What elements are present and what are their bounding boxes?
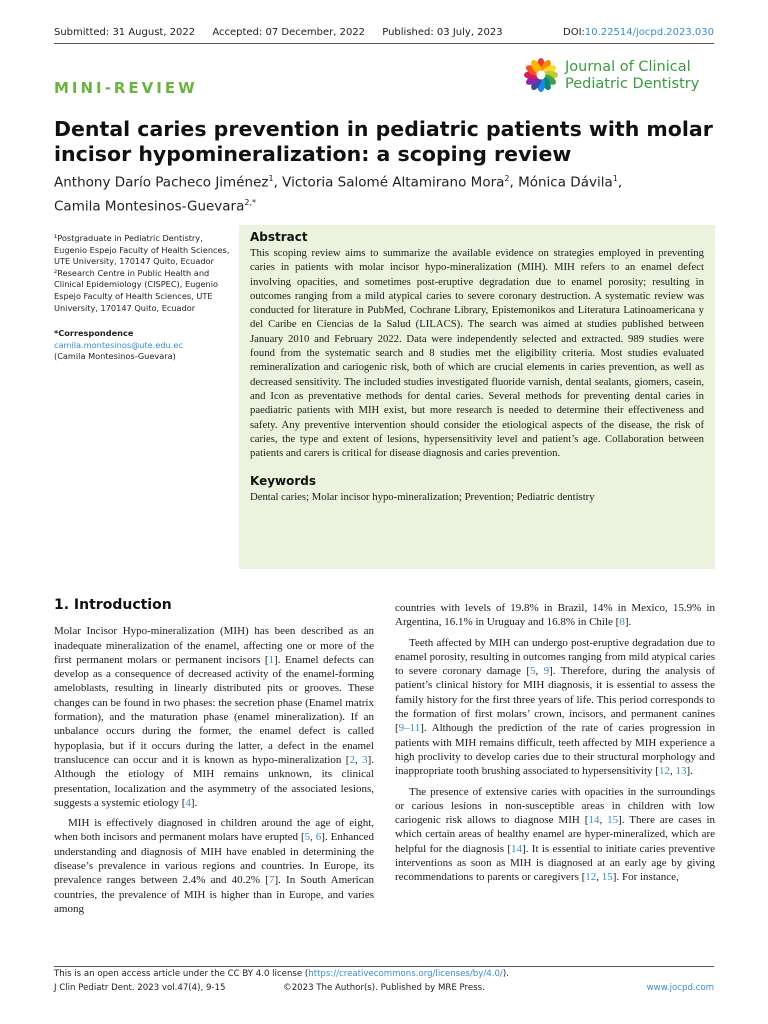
journal-name-line2: Pediatric Dentistry [565,76,700,92]
citation-link[interactable]: 5 [530,665,536,678]
copyright-notice: ©2023 The Author(s). Published by MRE Press. [283,983,485,993]
author-affiliation-mark: 2 [504,174,510,183]
citation-link[interactable]: 13 [675,765,687,778]
doi-link[interactable]: 10.22514/jocpd.2023.030 [584,27,714,38]
journal-logo[interactable] [524,58,724,98]
journal-citation: J Clin Pediatr Dent. 2023 vol.47(4), 9-15 [54,983,226,993]
correspondence-name: (Camila Montesinos-Guevara) [54,351,176,362]
intro-paragraph-2-end: countries with levels of 19.8% in Brazil, 14% in Mexico, 15.9% in Argentina, 16.1% in Uruguay and 16.8% in Chile [8]. [395,602,715,629]
citation-link[interactable]: 6 [315,831,322,844]
author-affiliation-mark: 1 [612,174,618,183]
keywords-heading: Keywords [250,474,317,489]
license-link[interactable]: https://creativecommons.org/licenses/by/4.0/ [308,969,503,979]
citation-link[interactable]: 14 [511,842,523,855]
citation-link[interactable]: 1 [268,653,275,666]
author-separator: , [617,174,623,191]
affiliation-1: ¹Postgraduate in Pediatric Dentistry, Eugenio Espejo Faculty of Health Sciences, UTE University, 170147 Quito, Ecuador [54,233,230,267]
license-prefix: This is an open access article under the CC BY 4.0 license ( [54,969,309,979]
author-name[interactable]: Mónica Dávila [518,174,613,191]
citation-link[interactable]: 7 [268,874,275,887]
body-column-right [395,601,715,891]
affiliations [54,233,230,363]
license-suffix: ). [502,969,509,979]
citation-link[interactable]: 15 [607,814,619,827]
citation-link[interactable]: 9–11 [398,722,421,735]
citation-link[interactable]: 9 [543,665,550,678]
author-separator: , [273,174,283,191]
article-title: Dental caries prevention in pediatric patients with molar incisor hypomineralization: a scoping review [54,117,713,166]
intro-paragraph-1: Molar Incisor Hypo-mineralization (MIH) has been described as an inadequate mineralization of the enamel, affecting one or more of the first permanent molars or permanent incisors [1]. Enamel defects can develop as a consequence of decreased activity of the enamel-forming ameloblasts, resulting in linearly distributed pits or grooves. These changes can be found in two phases: the secretion phase (Enamel matrix formation), and the maturation phase (enamel mineralization). If an unbalance occurs during the former, the enamel defect is called hypoplasia, but if it occurs during the latter, a defect in the enamel translucence can occur and it is known as hypo-mineralization [2, 3]. Although the etiology of MIH remains unknown, its clinical presentation, localization and the asymmetry of the associated lesions, suggests a systemic etiology [4]. [54,625,374,809]
author-list [54,169,724,216]
submitted-date: Submitted: 31 August, 2022 [54,27,196,38]
article-type-label: MINI-REVIEW [54,79,198,97]
intro-paragraph-4: The presence of extensive caries with opacities in the surroundings or carious lesions in non-susceptible areas in children with low cariogenic risk allows to diagnose MIH [14, 15]. There are cases in which certain areas of healthy enamel are hyper-mineralized, which are helpful for the diagnosis [14]. It is essential to initiate caries preventive interventions as soon as MIH is diagnosed at an early age by giving recommendations to parents or caregivers [12, 15]. For instance, [395,785,715,884]
author-name[interactable]: Camila Montesinos-Guevara [54,198,245,214]
journal-name [565,59,699,93]
correspondence-label: *Correspondence [54,328,134,339]
published-date: Published: 03 July, 2023 [382,27,503,38]
keywords-text: Dental caries; Molar incisor hypo-mineralization; Prevention; Pediatric dentistry [250,491,595,504]
correspondence-email[interactable]: camila.montesinos@ute.edu.ec [54,339,183,350]
citation-link[interactable]: 12 [658,765,670,778]
license-notice [54,969,509,979]
article-dates-bar [54,27,714,38]
accepted-date: Accepted: 07 December, 2022 [212,27,366,38]
doi [563,27,714,38]
citation-link[interactable]: 14 [588,814,600,827]
abstract-heading: Abstract [250,230,308,244]
footer-bar [54,983,714,993]
abstract-box [239,225,715,569]
author-affiliation-mark: 1 [268,174,274,183]
body-column-left [54,598,374,922]
intro-paragraph-2-start: MIH is effectively diagnosed in children around the age of eight, when both incisors and permanent molars have erupted [5, 6]. Enhanced understanding and diagnosis of MIH have enabled in determining the disease’s prevalence in various regions and countries. In Europe, its prevalence ranges between 2.4% and 40.2% [7]. In South American countries, the prevalence of MIH is higher than in Europe, and varies among [54,817,375,915]
citation-link[interactable]: 2 [349,753,355,766]
affiliation-2: ²Research Centre in Public Health and Clinical Epidemiology (CISPEC), Eugenio Espejo Faculty of Health Sciences, UTE University, 170147 Quito, Ecuador [54,267,219,313]
citation-link[interactable]: 4 [185,796,191,809]
section-heading-introduction: 1. Introduction [54,597,172,613]
header-divider [54,43,714,44]
author-name[interactable]: Anthony Darío Pacheco Jiménez [54,174,269,191]
footer-divider [54,966,714,967]
author-name[interactable]: Victoria Salomé Altamirano Mora [282,174,505,191]
citation-link[interactable]: 8 [619,616,625,629]
abstract-text: This scoping review aims to summarize the available evidence on strategies employed in preventing caries in patients with molar incisor hypo-mineralization (MIH). MIH refers to an enamel defect involving opacities, and sometimes post-eruptive degradation due to enamel porosity; resulting in outcomes ranging from a mild atypical caries to severe coronary destruction. A systematic review was conducted for literature in PubMed, Cochrane Library, Epistemonikos and Literatura Latinoamericana y del Caribe en Ciencias de la Salud (LILACS). The search was aimed at studies published between January 2010 and February 2022. Data were independently selected and extracted. 989 studies were found from the systematic search and 8 studies met the eligibility criteria. Most studies evaluated remineralization and cariogenic risk, both of which are crucial elements in caries prevention, as well as decreased sensitivity. The included studies investigated fluoride varnish, dental sealants, giomers, casein, and Icon as preventative methods for dental caries. Several methods for preventing dental caries in paediatric patients with MIH exist, but more research is needed to determine their effectiveness and safety. Any preventive intervention should consider the etiological aspects of the disease, the risk of caries, the type and extent of lesions, hypersensitivity level and patient’s age. Collaboration between patients and carers is critical for disease diagnosis and caries prevention. [250,247,704,460]
journal-website-link[interactable]: www.jocpd.com [646,983,714,993]
citation-link[interactable]: 12 [585,871,597,884]
author-affiliation-mark: 2,* [244,197,257,207]
author-separator: , [509,174,519,191]
doi-label: DOI: [563,27,585,38]
citation-link[interactable]: 3 [362,753,368,766]
intro-paragraph-3: Teeth affected by MIH can undergo post-eruptive degradation due to enamel porosity, resulting in outcomes ranging from mild atypical caries to severe coronary damage [5, 9]. Therefore, during the analysis of patient’s clinical history for MIH diagnosis, it is essential to assess the family history for the first three years of life. This period corresponds to the formation of first molars’ crown, incisors, and permanent canines [9–11]. Although the prediction of the rate of caries progression in patients with MIH remains difficult, teeth affected by MIH experience a high proclivity to develop caries due to their structural morphology and inappropriate tooth brushing associated to hypersensitivity [12, 13]. [395,636,715,778]
flower-logo-icon [524,58,558,92]
citation-link[interactable]: 5 [304,831,311,844]
citation-link[interactable]: 15 [601,871,613,884]
journal-name-line1: Journal of Clinical [565,59,691,75]
